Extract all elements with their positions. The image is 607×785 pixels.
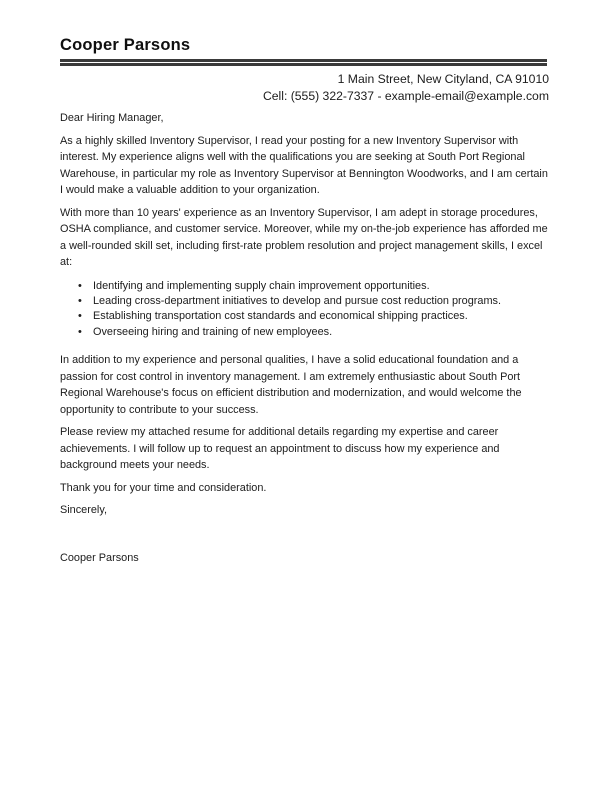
valediction: Sincerely, <box>60 504 108 517</box>
bullet-item: • Identifying and implementing supply chain improvement opportunities. <box>60 279 549 294</box>
contact-phone-email: Cell: (555) 322-7337 - example-email@example.com <box>262 88 549 103</box>
bullet-item: • Establishing transportation cost standards and economical shipping practices. <box>60 309 549 324</box>
contact-info <box>60 71 549 104</box>
skills-bullet-list <box>60 279 549 341</box>
header-double-rule <box>60 59 547 66</box>
applicant-name-heading: Cooper Parsons <box>60 36 191 54</box>
signature-name: Cooper Parsons <box>60 551 139 564</box>
letter-header <box>60 35 549 104</box>
bullet-item: • Leading cross-department initiatives to develop and pursue cost reduction programs. <box>60 294 549 309</box>
letter-content <box>60 35 549 566</box>
paragraph-intro: As a highly skilled Inventory Supervisor, I read your posting for a new Inventory Supervisor with interest. My experience aligns well with the qualifications you are seeking at South Port Regional Warehouse, in particular my role as Inventory Supervisor at Bennington Woodworks, and I am certain I would make a valuable addition to your organization. <box>60 134 548 196</box>
paragraph-experience: With more than 10 years' experience as an Inventory Supervisor, I am adept in storage procedures, OSHA compliance, and customer service. Moreover, while my on-the-job experience has afforded me a well-rounded skill set, including first-rate problem resolution and project management skills, I excel at: <box>60 206 548 268</box>
salutation: Dear Hiring Manager, <box>60 112 164 124</box>
contact-address: 1 Main Street, New Cityland, CA 91010 <box>337 72 549 86</box>
thank-you-line: Thank you for your time and consideration. <box>60 481 267 494</box>
paragraph-followup: Please review my attached resume for additional details regarding my expertise and career achievements. I will follow up to request an appointment to discuss how my experience and background meets your needs. <box>60 426 500 472</box>
letter-body <box>60 110 549 566</box>
bullet-item: • Overseeing hiring and training of new employees. <box>60 325 549 340</box>
paragraph-fit: In addition to my experience and personal qualities, I have a solid educational foundation and a passion for cost control in inventory management. I am extremely enthusiastic about South Port Regional Warehouse's focus on efficient distribution and modernization, and would welcome the opportunity to contribute to your success. <box>60 354 522 416</box>
